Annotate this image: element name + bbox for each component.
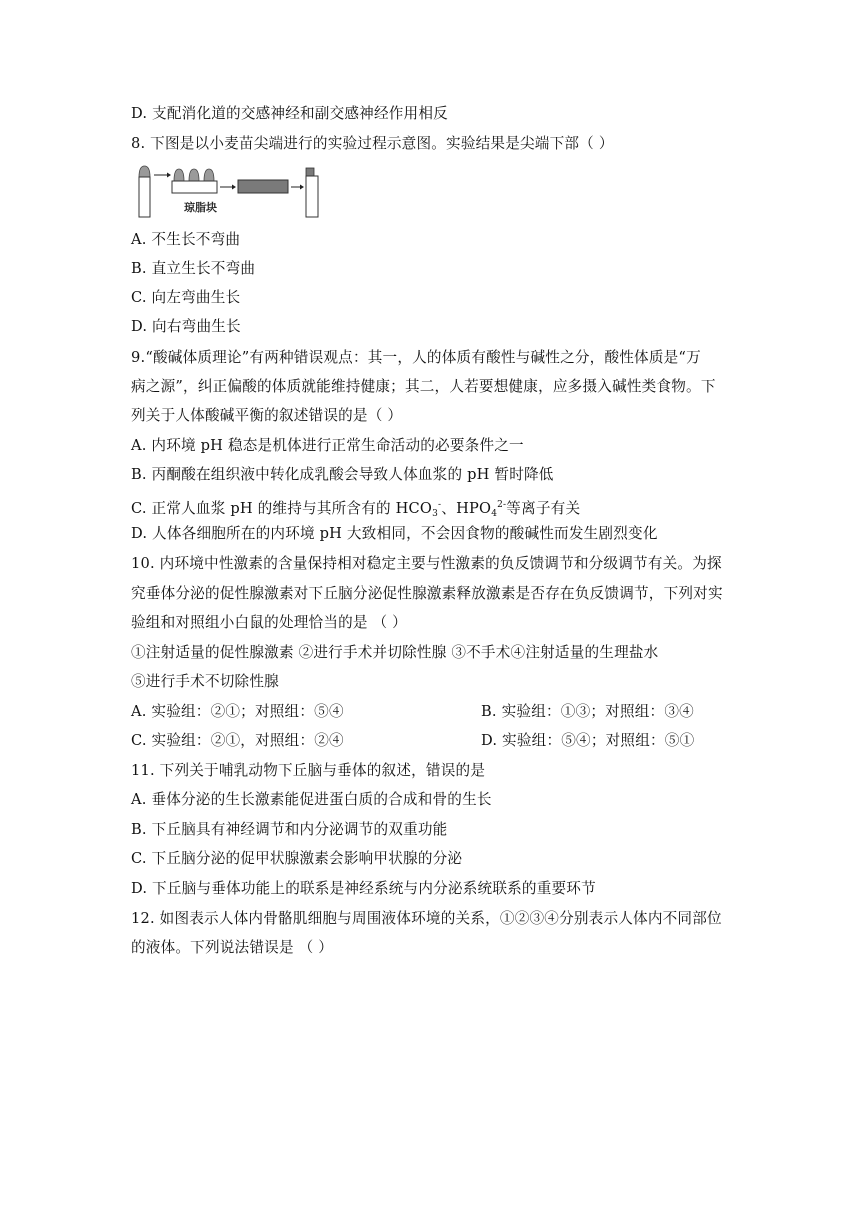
- q9-stem-line1: 9.“酸碱体质理论”有两种错误观点：其一，人的体质有酸性与碱性之分，酸性体质是“万: [131, 349, 701, 366]
- q8-option-c: C. 向左弯曲生长: [131, 289, 241, 306]
- q8-option-a: A. 不生长不弯曲: [131, 231, 241, 248]
- q9-option-c: C. 正常人血浆 pH 的维持与其所含有的 $HCO_3^-$、$HPO_4^{2-}$等离子有关: [131, 500, 581, 519]
- q11-option-c: C. 下丘脑分泌的促甲状腺激素会影响甲状腺的分泌: [131, 850, 463, 867]
- q9-stem-line3: 列关于人体酸碱平衡的叙述错误的是（ ）: [131, 407, 403, 424]
- q10-stem-line3: 验组和对照组小白鼠的处理恰当的是 （ ）: [131, 614, 407, 631]
- q10-stem-line2: 究垂体分泌的促性腺激素对下丘脑分泌促性腺激素释放激素是否存在负反馈调节，下列对实: [131, 585, 723, 602]
- q10-option-d: D. 实验组：⑤④；对照组：⑤①: [481, 732, 695, 749]
- q10-option-a: A. 实验组：②①；对照组：⑤④: [131, 703, 344, 720]
- q8-stem: 8. 下图是以小麦苗尖端进行的实验过程示意图。实验结果是尖端下部（ ）: [131, 135, 614, 152]
- q9-option-a: A. 内环境 pH 稳态是机体进行正常生命活动的必要条件之一: [131, 437, 524, 454]
- q10-treatments-line2: ⑤进行手术不切除性腺: [131, 673, 279, 690]
- q10-stem-line1: 10. 内环境中性激素的含量保持相对稳定主要与性激素的负反馈调节和分级调节有关。为探: [131, 555, 722, 572]
- q11-option-a: A. 垂体分泌的生长激素能促进蛋白质的合成和骨的生长: [131, 791, 492, 808]
- q8-option-d: D. 向右弯曲生长: [131, 318, 241, 335]
- seedling-with-tip: [139, 166, 150, 217]
- q11-option-b: B. 下丘脑具有神经调节和内分泌调节的双重功能: [131, 821, 448, 838]
- arrow-right-icon: [291, 185, 304, 190]
- q12-stem-line2: 的液体。下列说法错误是 （ ）: [131, 939, 333, 956]
- arrow-right-icon: [154, 173, 171, 178]
- agar-block-label: 琼脂块: [184, 201, 217, 214]
- q10-option-c: C. 实验组：②①，对照组：②④: [131, 732, 344, 749]
- q7-option-d: D. 支配消化道的交感神经和副交感神经作用相反: [131, 105, 448, 122]
- tips-on-agar-block: [172, 169, 217, 193]
- q11-option-d: D. 下丘脑与垂体功能上的联系是神经系统与内分泌系统联系的重要环节: [131, 880, 596, 897]
- treated-agar-block: [238, 180, 288, 193]
- seedling-with-block: [306, 168, 318, 217]
- q10-treatments-line1: ①注射适量的促性腺激素 ②进行手术并切除性腺 ③不手术④注射适量的生理盐水: [131, 644, 659, 661]
- q10-option-b: B. 实验组：①③；对照组：③④: [481, 703, 694, 720]
- q8-option-b: B. 直立生长不弯曲: [131, 260, 256, 277]
- q9-option-d: D. 人体各细胞所在的内环境 pH 大致相同，不会因食物的酸碱性而发生剧烈变化: [131, 525, 658, 542]
- q11-stem: 11. 下列关于哺乳动物下丘脑与垂体的叙述，错误的是: [131, 762, 486, 779]
- q9-option-b: B. 丙酮酸在组织液中转化成乳酸会导致人体血浆的 pH 暂时降低: [131, 466, 554, 483]
- arrow-right-icon: [220, 185, 236, 190]
- q9-stem-line2: 病之源”，纠正偏酸的体质就能维持健康；其二，人若要想健康，应多摄入碱性类食物。下: [131, 378, 716, 395]
- q12-stem-line1: 12. 如图表示人体内骨骼肌细胞与周围液体环境的关系，①②③④分别表示人体内不同部位: [131, 910, 722, 927]
- q8-experiment-figure: [134, 163, 324, 223]
